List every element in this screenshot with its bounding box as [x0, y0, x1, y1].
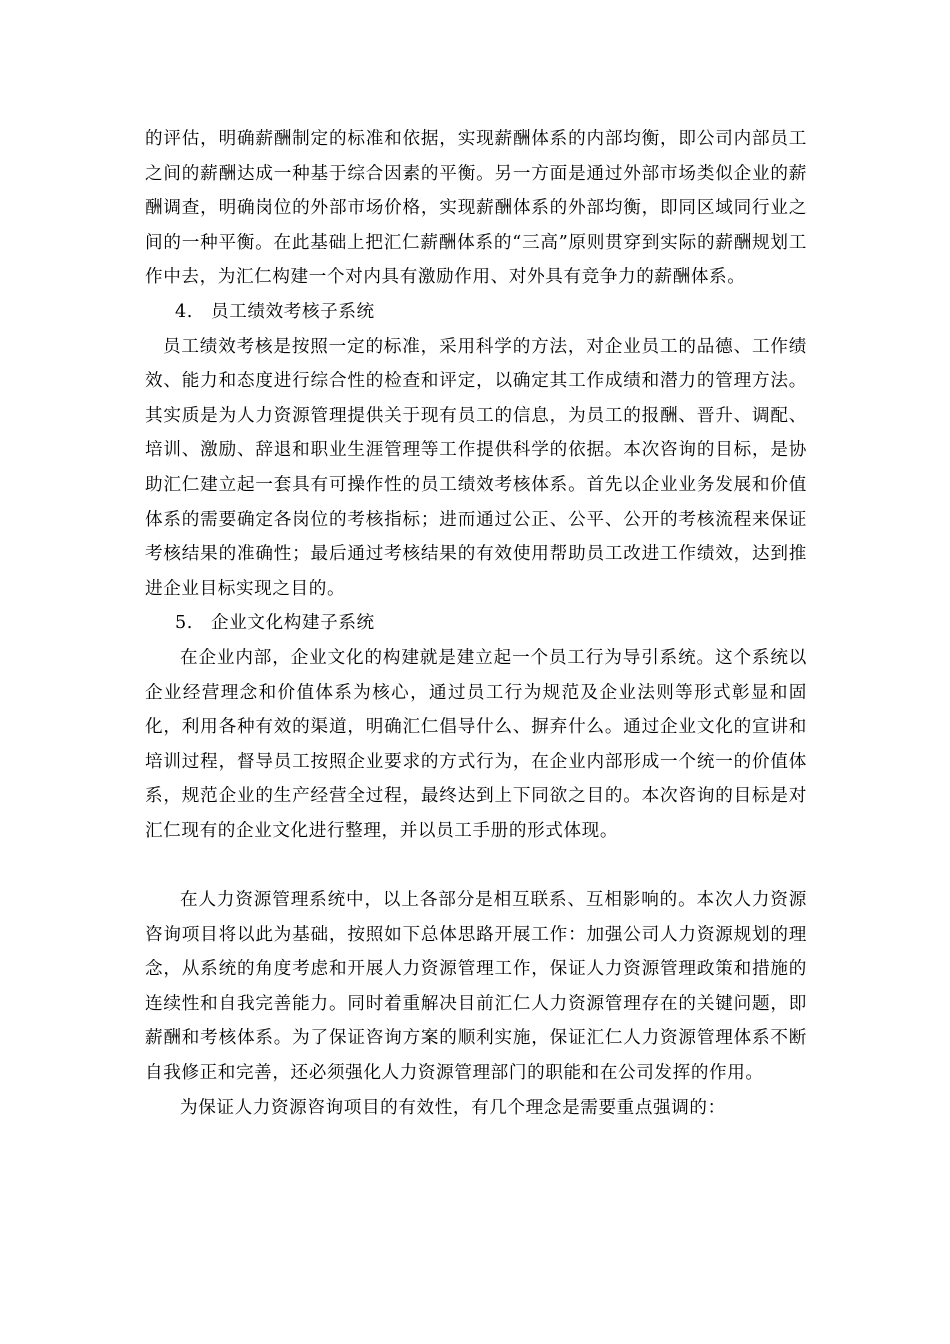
paragraph-performance-review: 员工绩效考核是按照一定的标准，采用科学的方法，对企业员工的品德、工作绩效、能力和态度进行综合性的检查和评定，以确定其工作成绩和潜力的管理方法。其实质是为人力资源管理提供关于现有员工的信息，为员工的报酬、晋升、调配、培训、激励、辞退和职业生涯管理等工作提供科学的依据。本次咨询的目标，是协助汇仁建立起一套具有可操作性的员工绩效考核体系。首先以企业业务发展和价值体系的需要确定各岗位的考核指标；进而通过公正、公平、公开的考核流程来保证考核结果的准确性；最后通过考核结果的有效使用帮助员工改进工作绩效，达到推进企业目标实现之目的。: [145, 336, 807, 599]
section-title: 员工绩效考核子系统: [211, 301, 375, 322]
paragraph-salary-system: 的评估，明确薪酬制定的标准和依据，实现薪酬体系的内部均衡，即公司内部员工之间的薪酬达成一种基于综合因素的平衡。另一方面是通过外部市场类似企业的薪酬调查，明确岗位的外部市场价格，实现薪酬体系的外部均衡，即同区域同行业之间的一种平衡。在此基础上把汇仁薪酬体系的“三高”原则贯穿到实际的薪酬规划工作中去，为汇仁构建一个对内具有激励作用、对外具有竞争力的薪酬体系。: [145, 129, 807, 288]
section-heading-culture: [145, 606, 807, 641]
section-number: 5.: [175, 613, 193, 634]
paragraph-corporate-culture: 在企业内部，企业文化的构建就是建立起一个员工行为导引系统。这个系统以企业经营理念和价值体系为核心，通过员工行为规范及企业法则等形式彰显和固化，利用各种有效的渠道，明确汇仁倡导什么、摒弃什么。通过企业文化的宣讲和培训过程，督导员工按照企业要求的方式行为，在企业内部形成一个统一的价值体系，规范企业的生产经营全过程，最终达到上下同欲之目的。本次咨询的目标是对汇仁现有的企业文化进行整理，并以员工手册的形式体现。: [145, 647, 807, 841]
blank-line: [145, 848, 807, 883]
document-page: [145, 122, 807, 1125]
section-number: 4.: [175, 301, 193, 322]
section-heading-performance: [145, 295, 807, 330]
paragraph-key-concepts: 为保证人力资源咨询项目的有效性，有几个理念是需要重点强调的：: [180, 1097, 726, 1118]
paragraph-hr-overview: 在人力资源管理系统中，以上各部分是相互联系、互相影响的。本次人力资源咨询项目将以此为基础，按照如下总体思路开展工作：加强公司人力资源规划的理念，从系统的角度考虑和开展人力资源管理工作，保证人力资源管理政策和措施的连续性和自我完善能力。同时着重解决目前汇仁人力资源管理存在的关键问题，即薪酬和考核体系。为了保证咨询方案的顺利实施，保证汇仁人力资源管理体系不断自我修正和完善，还必须强化人力资源管理部门的职能和在公司发挥的作用。: [145, 890, 807, 1084]
section-title: 企业文化构建子系统: [211, 613, 375, 634]
